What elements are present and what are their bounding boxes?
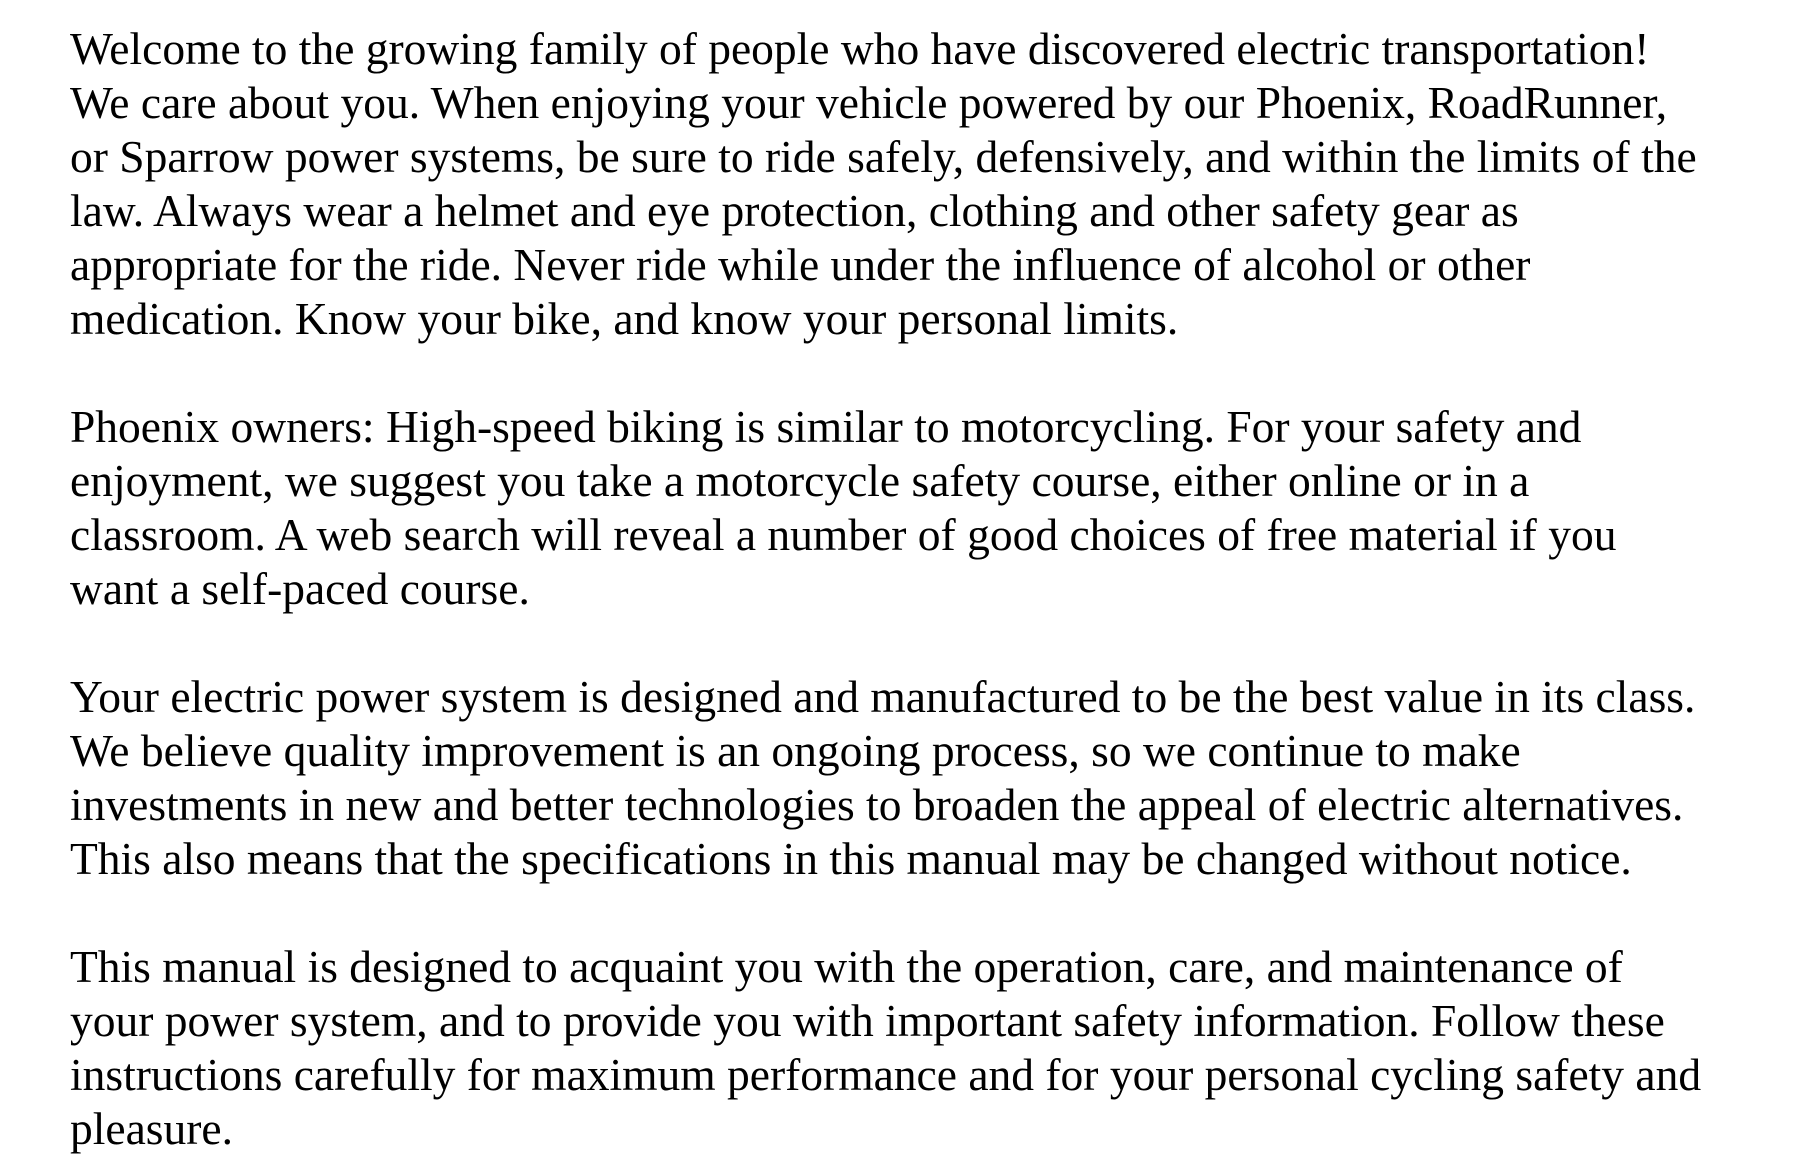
text-line: or Sparrow power systems, be sure to ride safely, defensively, and within the limits of the xyxy=(70,131,1697,182)
paragraph-welcome xyxy=(70,22,1770,346)
text-line: investments in new and better technologies to broaden the appeal of electric alternatives. xyxy=(70,779,1684,830)
text-line: enjoyment, we suggest you take a motorcycle safety course, either online or in a xyxy=(70,455,1530,506)
text-line: medication. Know your bike, and know your personal limits. xyxy=(70,293,1179,344)
paragraph-phoenix-owners xyxy=(70,400,1770,616)
text-line: appropriate for the ride. Never ride while under the influence of alcohol or other xyxy=(70,239,1531,290)
text-line: This also means that the specifications in this manual may be changed without notice. xyxy=(70,833,1632,884)
text-line: want a self-paced course. xyxy=(70,563,530,614)
paragraph-power-system xyxy=(70,670,1770,886)
text-line: instructions carefully for maximum performance and for your personal cycling safety and xyxy=(70,1049,1702,1100)
text-line: Your electric power system is designed and manufactured to be the best value in its class. xyxy=(70,671,1696,722)
text-line: your power system, and to provide you with important safety information. Follow these xyxy=(70,995,1665,1046)
text-line: We care about you. When enjoying your vehicle powered by our Phoenix, RoadRunner, xyxy=(70,77,1668,128)
text-line: This manual is designed to acquaint you with the operation, care, and maintenance of xyxy=(70,941,1623,992)
text-line: Phoenix owners: High-speed biking is similar to motorcycling. For your safety and xyxy=(70,401,1582,452)
text-line: Welcome to the growing family of people who have discovered electric transportation! xyxy=(70,23,1650,74)
text-line: pleasure. xyxy=(70,1103,233,1154)
text-line: We believe quality improvement is an ongoing process, so we continue to make xyxy=(70,725,1521,776)
paragraph-manual-purpose xyxy=(70,940,1770,1156)
document-body xyxy=(70,22,1770,1156)
text-line: law. Always wear a helmet and eye protection, clothing and other safety gear as xyxy=(70,185,1519,236)
text-line: classroom. A web search will reveal a number of good choices of free material if you xyxy=(70,509,1617,560)
